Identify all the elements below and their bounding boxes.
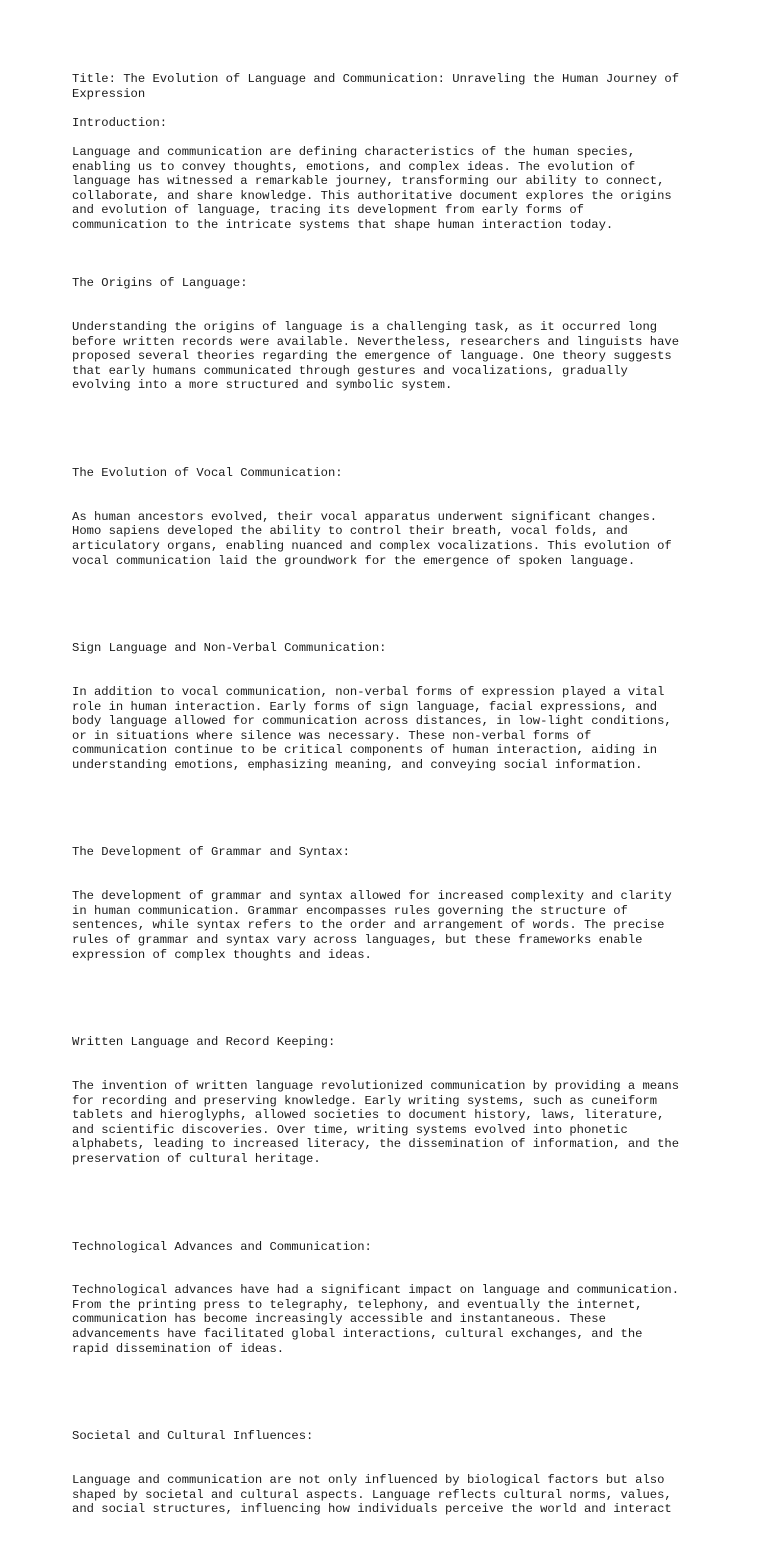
section-paragraph: As human ancestors evolved, their vocal apparatus underwent significant changes. Homo sapiens developed the ability to control their breath, vocal folds, and articulatory organs, enabling nuanced and complex vocalizations. This evolution of vocal communication laid the groundwork for the emergence of spoken language. xyxy=(72,509,672,568)
section-paragraph: The invention of written language revolutionized communication by providing a means for recording and preserving knowledge. Early writing systems, such as cuneiform tablets and hieroglyphs, allowed societies to document history, laws, literature, and scientific discoveries. Over time, writing systems evolved into phonetic alphabets, leading to increased literacy, the dissemination of information, and the preservation of cultural heritage. xyxy=(72,1078,680,1166)
document-title: Title: The Evolution of Language and Communication: Unraveling the Human Journey of Expression xyxy=(72,72,680,101)
section-heading: Sign Language and Non-Verbal Communication: xyxy=(72,641,387,656)
section-paragraph: Understanding the origins of language is a challenging task, as it occurred long before written records were available. Nevertheless, researchers and linguists have proposed several theories regarding the emergence of language. One theory suggests that early humans communicated through gestures and vocalizations, gradually evolving into a more structured and symbolic system. xyxy=(72,320,680,393)
section-heading: The Development of Grammar and Syntax: xyxy=(72,845,350,860)
document-page xyxy=(72,72,712,1561)
section-sign-language xyxy=(72,612,712,802)
section-paragraph: In addition to vocal communication, non-verbal forms of expression played a vital role in human interaction. Early forms of sign language, facial expressions, and body language allowed for communication across distances, in low-light conditions, or in situations where silence was necessary. These non-verbal forms of communication continue to be critical components of human interaction, aiding in understanding emotions, emphasizing meaning, and conveying social information. xyxy=(72,684,672,772)
section-vocal-communication xyxy=(72,437,712,598)
section-grammar-syntax xyxy=(72,816,712,991)
section-heading: Written Language and Record Keeping: xyxy=(72,1035,336,1050)
section-technological-advances xyxy=(72,1210,712,1385)
section-heading: The Evolution of Vocal Communication: xyxy=(72,466,343,481)
section-written-language xyxy=(72,1006,712,1196)
section-societal-cultural xyxy=(72,1400,712,1546)
section-heading: Technological Advances and Communication: xyxy=(72,1239,372,1254)
section-heading: The Origins of Language: xyxy=(72,276,248,291)
section-paragraph: Technological advances have had a significant impact on language and communication. From the printing press to telegraphy, telephony, and eventually the internet, communication has become increasingly accessible and instantaneous. These advancements have facilitated global interactions, cultural exchanges, and the rapid dissemination of ideas. xyxy=(72,1283,680,1356)
intro-paragraph: Language and communication are defining characteristics of the human species, enabling us to convey thoughts, emotions, and complex ideas. The evolution of language has witnessed a remarkable journey, transforming our ability to connect, collaborate, and share knowledge. This authoritative document explores the origins and evolution of language, tracing its development from early forms of communication to the intricate systems that shape human interaction today. xyxy=(72,144,672,232)
section-origins xyxy=(72,247,712,422)
section-paragraph: Language and communication are not only influenced by biological factors but also shaped by societal and cultural aspects. Language reflects cultural norms, values, and social structures, influencing how individuals perceive the world and interact xyxy=(72,1473,672,1517)
intro-heading: Introduction: xyxy=(72,115,168,130)
section-paragraph: The development of grammar and syntax allowed for increased complexity and clarity in human communication. Grammar encompasses rules governing the structure of sentences, while syntax refers to the order and arrangement of words. The precise rules of grammar and syntax vary across languages, but these frameworks enable expression of complex thoughts and ideas. xyxy=(72,889,672,962)
section-heading: Societal and Cultural Influences: xyxy=(72,1429,314,1444)
